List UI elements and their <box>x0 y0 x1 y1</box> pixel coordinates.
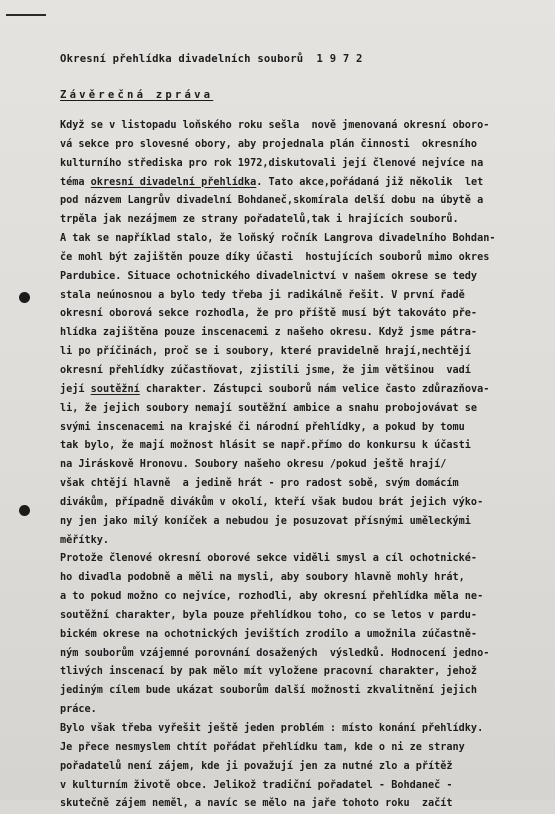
text-line <box>60 739 530 758</box>
text-segment: če mohl být zajištěn pouze díky účasti hostujících souborů mimo okres <box>60 251 490 263</box>
text-line <box>60 249 530 268</box>
text-segment: téma <box>60 176 91 188</box>
text-line <box>60 192 530 211</box>
document-body <box>60 117 530 814</box>
text-line <box>60 682 530 701</box>
text-segment: okresní přehlídky zúčastňovat, zjistili jsme, že jim většinou vadí <box>60 364 471 376</box>
text-line <box>60 174 530 193</box>
text-line <box>60 550 530 569</box>
text-line <box>60 607 530 626</box>
text-line <box>60 569 530 588</box>
text-line <box>60 305 530 324</box>
text-segment: svými inscenacemi na krajské či národní přehlídky, a pokud by tomu <box>60 421 465 433</box>
text-segment: tlivých inscenací by pak mělo mít vyložene pracovní charakter, jehož <box>60 666 478 678</box>
text-line <box>60 268 530 287</box>
text-segment: divákům, případně divákům v okolí, kteří však budou brát jejich výko- <box>60 496 484 508</box>
text-line <box>60 494 530 513</box>
text-segment: hlídka zajištěna pouze inscenacemi z našeho okresu. Když jsme pátra- <box>60 327 478 339</box>
text-line <box>60 475 530 494</box>
text-segment: pořadatelů není zájem, kde ji považují jen za nutné zlo a přítěž <box>60 760 453 772</box>
text-line <box>60 758 530 777</box>
text-line <box>60 720 530 739</box>
text-segment: a to pokud možno co nejvíce, rozhodli, aby okresní přehlídka měla ne- <box>60 591 484 603</box>
text-line <box>60 324 530 343</box>
punch-hole <box>19 505 30 516</box>
text-line <box>60 362 530 381</box>
text-segment: soutěžní charakter, byla pouze přehlídkou toho, co se letos v pardu- <box>60 609 478 621</box>
text-segment: práce. <box>60 704 97 716</box>
text-line <box>60 419 530 438</box>
text-segment: okresní oborová sekce rozhodla, že pro příště musí být takováto pře- <box>60 308 478 320</box>
punch-hole <box>19 292 30 303</box>
text-line <box>60 795 530 814</box>
text-line <box>60 211 530 230</box>
text-segment: ným souborům vzájemné porovnání dosažených výsledků. Hodnocení jedno- <box>60 647 490 659</box>
underlined-text: okresní divadelní přehlídka <box>90 176 257 188</box>
text-line <box>60 437 530 456</box>
text-segment: jediným cílem bude ukázat souborům další možnosti zkvalitnění jejich <box>60 685 478 697</box>
text-segment: Protože členové okresní oborové sekce viděli smysl a cíl ochotnické- <box>60 553 478 565</box>
text-segment: měřítky. <box>60 534 110 546</box>
text-segment: charakter. Zástupci souborů nám velice často zdůrazňova- <box>139 383 490 395</box>
text-segment: její <box>60 383 91 395</box>
text-segment: vá sekce pro slovesné obory, aby projednala plán činnosti okresního <box>60 138 478 150</box>
text-line <box>60 287 530 306</box>
text-segment: Bylo však třeba vyřešit ještě jeden problém : místo konání přehlídky. <box>60 723 484 734</box>
text-segment: Je přece nesmyslem chtít pořádat přehlídku tam, kde o ni ze strany <box>60 741 465 753</box>
text-segment: bickém okrese na ochotnických jevištích zrodilo a umožnila zúčastně- <box>60 628 478 640</box>
text-line <box>60 777 530 796</box>
text-line <box>60 381 530 400</box>
document-heading: Okresní přehlídka divadelních souborů 1 9 7 2 <box>60 53 363 65</box>
text-line <box>60 117 530 136</box>
underlined-text: soutěžní <box>90 383 140 395</box>
text-line <box>60 513 530 532</box>
text-segment: Pardubice. Situace ochotnického divadelnictví v našem okrese se tedy <box>60 270 478 282</box>
text-line <box>60 230 530 249</box>
text-segment: stala neúnosnou a bylo tedy třeba ji radikálně řešit. V první řadě <box>60 289 465 301</box>
text-segment: . Tato akce,pořádaná již několik let <box>256 176 484 188</box>
text-segment: Když se v listopadu loňského roku sešla nově jmenovaná okresní oboro- <box>60 120 490 131</box>
text-line <box>60 701 530 720</box>
text-line <box>60 645 530 664</box>
text-segment: na Jiráskově Hronovu. Soubory našeho okresu /pokud ještě hrají/ <box>60 459 447 471</box>
text-line <box>60 155 530 174</box>
text-segment: skutečně zájem neměl, a navíc se mělo na jaře tohoto roku začít <box>60 798 453 810</box>
text-segment: A tak se například stalo, že loňský ročník Langrova divadelního Bohdan- <box>60 233 496 245</box>
text-segment: pod názvem Langrův divadelní Bohdaneč,skomírala delší dobu na úbytě a <box>60 195 484 207</box>
text-line <box>60 588 530 607</box>
text-line <box>60 136 530 155</box>
text-line <box>60 456 530 475</box>
text-segment: však chtějí hlavně a jedině hrát - pro radost sobě, svým domácím <box>60 478 459 490</box>
text-segment: kulturního střediska pro rok 1972,diskutovali její členové nejvíce na <box>60 157 484 169</box>
text-line <box>60 663 530 682</box>
text-line <box>60 343 530 362</box>
text-segment: li po příčinách, proč se i soubory, které pravidelně hrají,nechtějí <box>60 346 471 358</box>
text-line <box>60 400 530 419</box>
top-rule <box>6 14 46 16</box>
document-title: Závěrečná zpráva <box>60 89 214 101</box>
text-segment: li, že jejich soubory nemají soutěžní ambice a snahu probojovávat se <box>60 402 478 414</box>
text-line <box>60 626 530 645</box>
text-segment: ho divadla podobně a měli na mysli, aby soubory hlavně mohly hrát, <box>60 572 465 584</box>
text-line <box>60 532 530 551</box>
text-segment: v kulturním životě obce. Jelikož tradiční pořadatel - Bohdaneč - <box>60 779 453 791</box>
text-segment: trpěla jak nezájmem ze strany pořadatelů,tak i hrajících souborů. <box>60 214 459 226</box>
text-segment: ny jen jako milý koníček a nebudou je posuzovat přísnými uměleckými <box>60 515 471 527</box>
text-segment: tak bylo, že mají možnost hlásit se např.přímo do konkursu k účasti <box>60 440 471 452</box>
